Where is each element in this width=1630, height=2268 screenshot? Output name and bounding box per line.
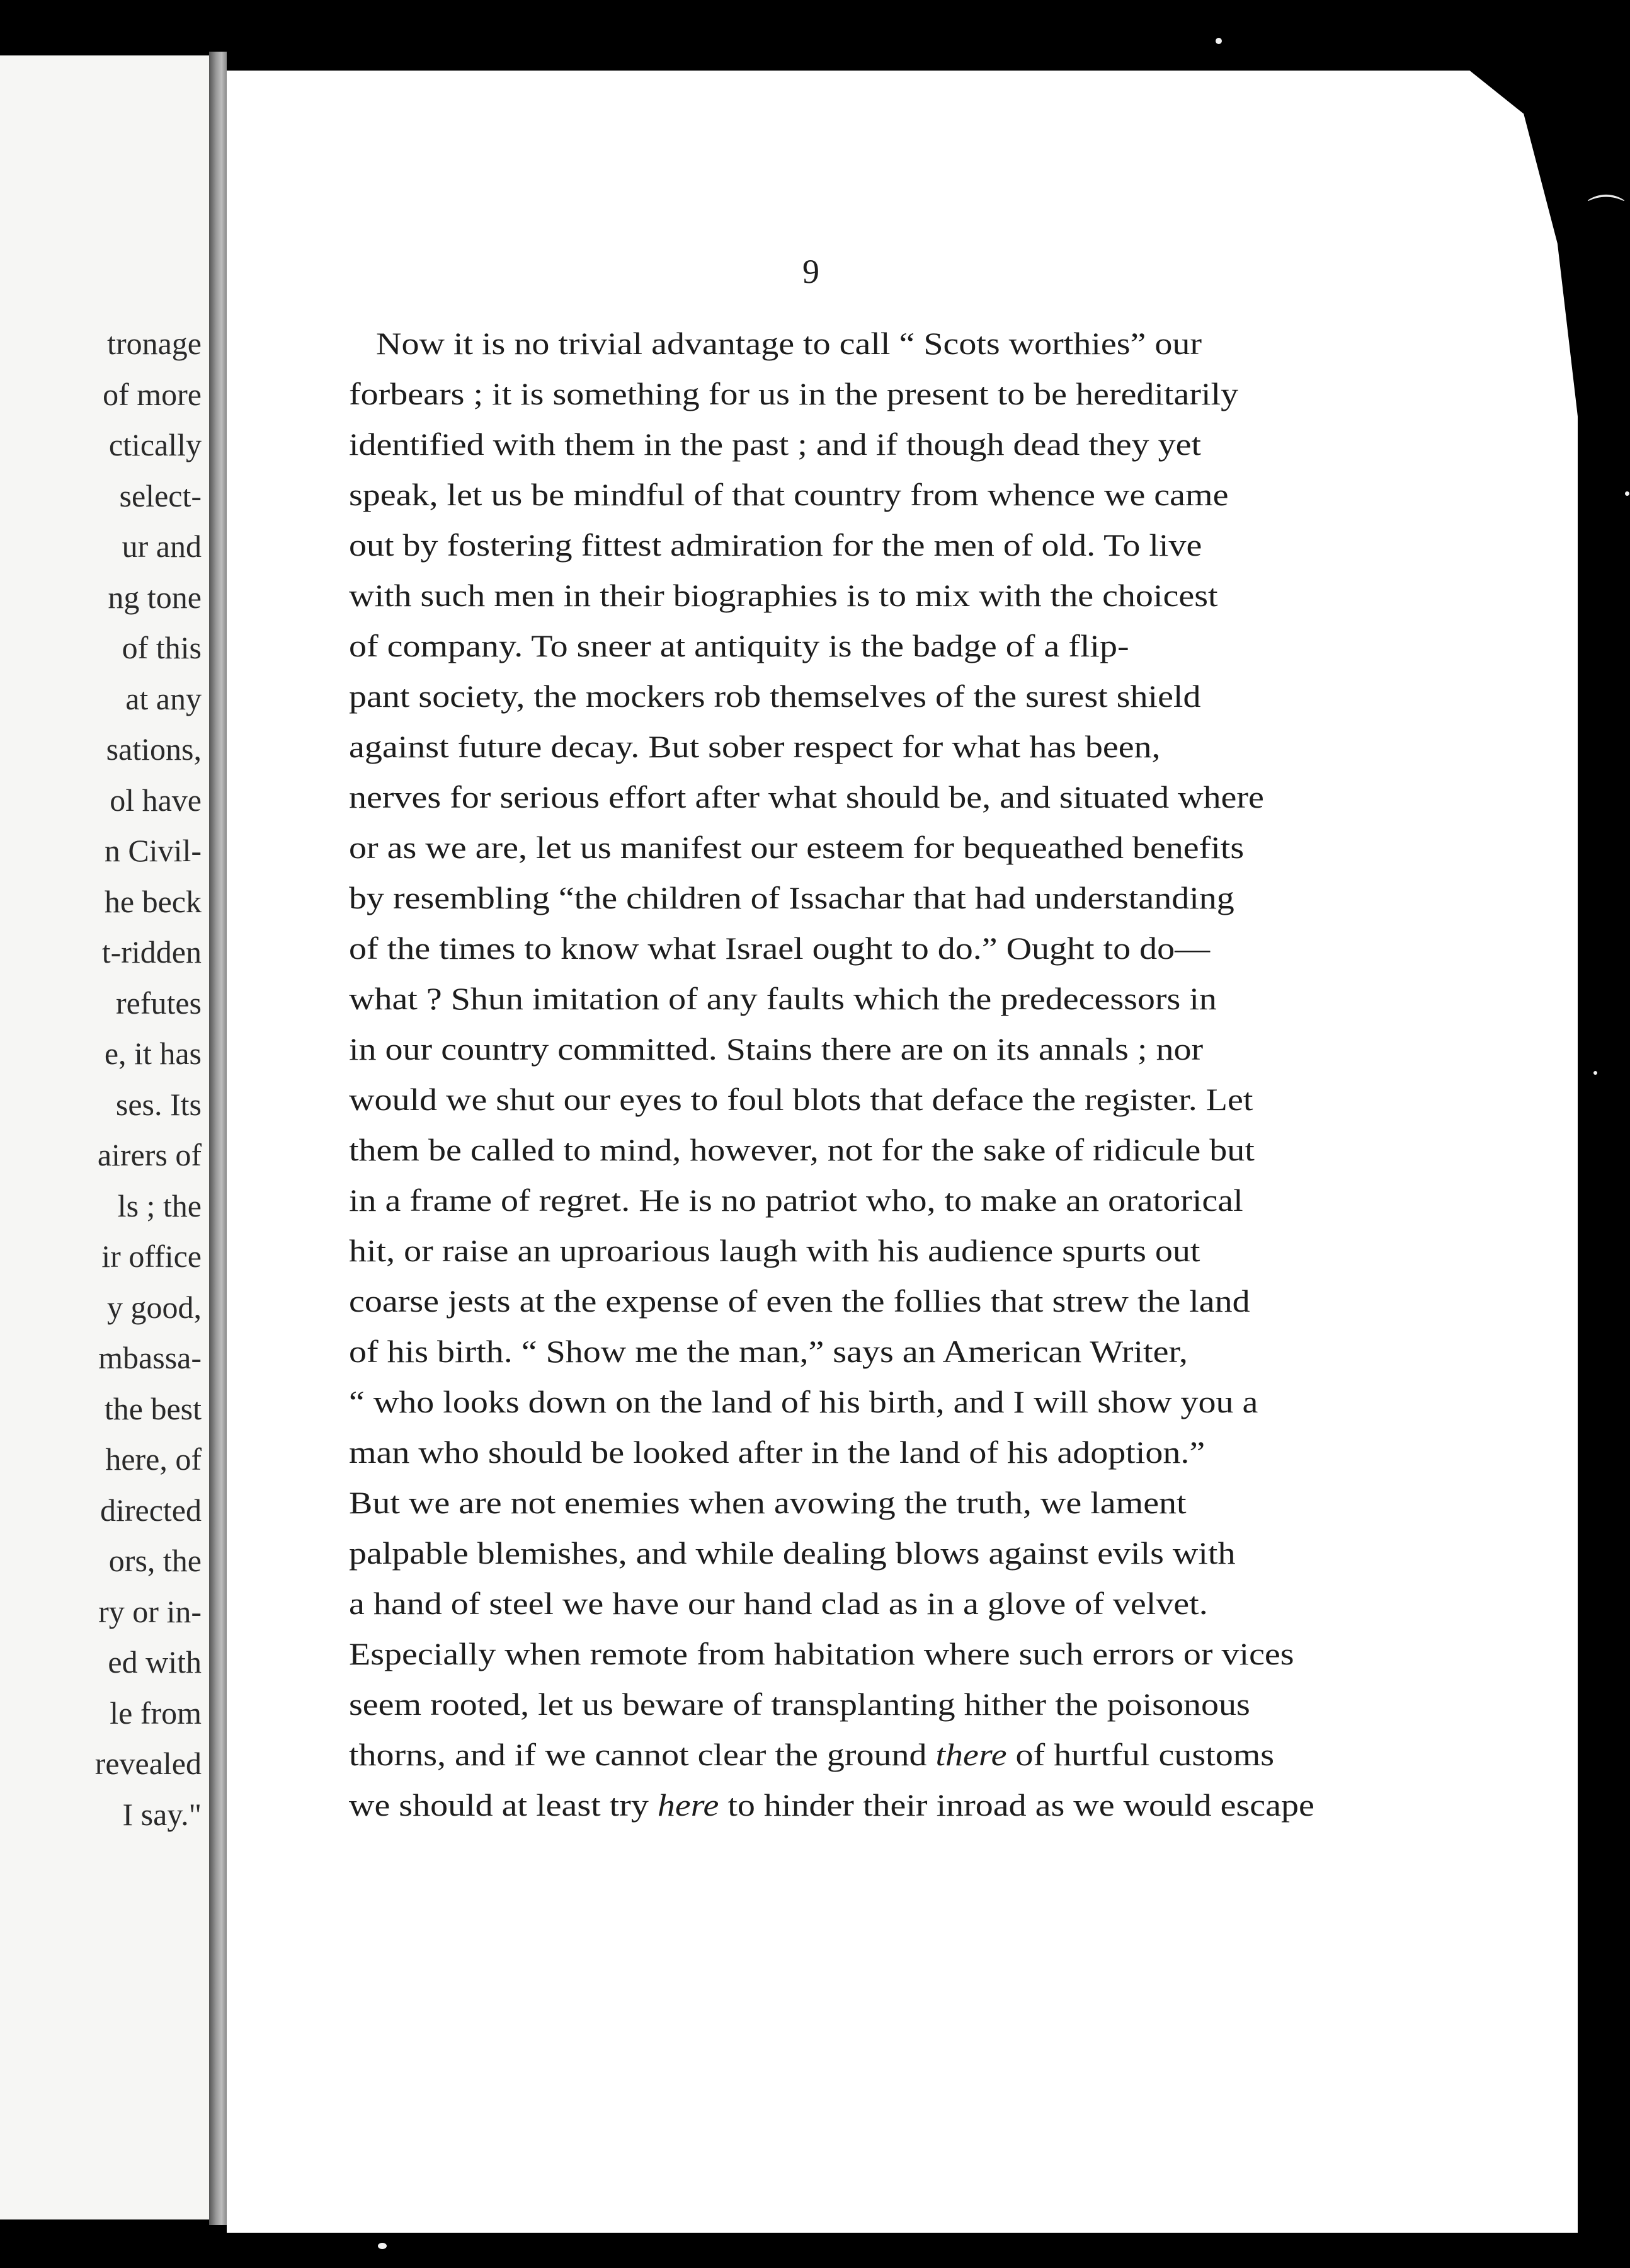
text-line-tail: of hurtful customs — [1006, 1737, 1275, 1772]
facing-page-line: ed with — [108, 1644, 202, 1680]
page-number: 9 — [802, 253, 819, 290]
facing-page-line: ir office — [101, 1239, 202, 1274]
text-line-main: a hand of steel we have our hand clad as in a glove of velvet. — [349, 1586, 1208, 1621]
facing-page-line: ur and — [122, 529, 202, 564]
text-line — [349, 1436, 1205, 1468]
text-line-main: hit, or raise an uproarious laugh with his audience spurts out — [349, 1233, 1200, 1268]
text-line-main: But we are not enemies when avowing the truth, we lament — [349, 1485, 1187, 1520]
facing-page-line: airers of — [97, 1137, 202, 1172]
text-line-tail: to hinder their inroad as we would escape — [719, 1787, 1314, 1823]
facing-page-line: mbassa- — [98, 1340, 202, 1375]
facing-page-line: ls ; the — [117, 1188, 202, 1223]
dust-speck — [1593, 1071, 1597, 1075]
facing-page-line: ol have — [110, 782, 202, 818]
text-line-main: against future decay. But sober respect for what has been, — [349, 729, 1161, 764]
text-line — [349, 1386, 1258, 1418]
facing-page-line: here, of — [105, 1441, 202, 1477]
text-line — [349, 1537, 1236, 1569]
facing-page-line: e, it has — [104, 1036, 202, 1071]
text-line — [349, 1033, 1203, 1065]
text-line — [349, 479, 1228, 510]
text-line-main: identified with them in the past ; and if though dead they yet — [349, 427, 1202, 462]
text-line-main: by resembling “the children of Issachar that had understanding — [349, 880, 1234, 915]
text-line-main: palpable blemishes, and while dealing blows against evils with — [349, 1535, 1236, 1571]
facing-page-line: y good, — [107, 1289, 202, 1325]
text-line — [349, 428, 1201, 460]
facing-page-fragment — [0, 55, 209, 2219]
facing-page-line: of this — [122, 630, 202, 665]
text-line — [349, 1184, 1243, 1216]
italic-word: here — [657, 1787, 719, 1823]
text-line-main: “ who looks down on the land of his birth, and I will show you a — [349, 1384, 1258, 1419]
text-line — [349, 1285, 1250, 1317]
facing-page-line: revealed — [94, 1746, 202, 1781]
text-line — [349, 882, 1234, 914]
dust-speck — [378, 2243, 387, 2249]
text-line-main: in a frame of regret. He is no patriot who, to make an oratorical — [349, 1183, 1243, 1218]
facing-page-line: t-ridden — [101, 934, 202, 970]
text-line-main: pant society, the mockers rob themselves of the surest shield — [349, 679, 1201, 714]
facing-page-line: n Civil- — [104, 833, 202, 868]
facing-page-line: ng tone — [108, 579, 202, 615]
text-line — [349, 832, 1244, 863]
text-line — [349, 1739, 1274, 1770]
text-line-main: would we shut our eyes to foul blots that deface the register. Let — [349, 1082, 1253, 1117]
text-line — [349, 630, 1129, 662]
text-line-main: Especially when remote from habitation where such errors or vices — [349, 1636, 1294, 1671]
facing-page-line: ctically — [108, 427, 202, 462]
text-line-main: we should at least try — [349, 1787, 649, 1823]
italic-word: there — [935, 1737, 1007, 1772]
text-line — [349, 781, 1264, 813]
scan-artifact-icon: ⌒ — [1587, 192, 1625, 236]
text-line-main: Now it is no trivial advantage to call “ Scots worthies” our — [376, 326, 1202, 361]
text-line — [349, 1588, 1208, 1619]
facing-page-line: refutes — [115, 985, 202, 1021]
text-line — [349, 1336, 1188, 1367]
text-line-main: what ? Shun imitation of any faults which the predecessors in — [349, 981, 1217, 1016]
text-line — [349, 1789, 1314, 1821]
text-line-main: thorns, and if we cannot clear the ground — [349, 1737, 927, 1772]
text-line — [349, 580, 1218, 611]
facing-page-line: ors, the — [108, 1543, 202, 1578]
text-line — [349, 529, 1202, 561]
text-line — [349, 731, 1161, 762]
text-line — [349, 1134, 1255, 1166]
book-gutter — [209, 52, 227, 2225]
facing-page-line: ry or in- — [98, 1593, 202, 1629]
text-line — [349, 1235, 1200, 1266]
text-line — [376, 328, 1202, 359]
text-line — [349, 680, 1200, 712]
text-line — [349, 932, 1210, 964]
text-line-main: in our country committed. Stains there are on its annals ; nor — [349, 1031, 1204, 1067]
facing-page-line: the best — [104, 1390, 202, 1426]
text-line-main: speak, let us be mindful of that country from whence we came — [349, 477, 1229, 512]
facing-page-line: I say." — [122, 1796, 202, 1832]
text-line — [349, 1688, 1250, 1720]
text-line-main: or as we are, let us manifest our esteem for bequeathed benefits — [349, 830, 1245, 865]
text-line-main: of company. To sneer at antiquity is the badge of a flip- — [349, 628, 1129, 663]
facing-page-line: sations, — [106, 731, 202, 767]
text-line-main: coarse jests at the expense of even the follies that strew the land — [349, 1283, 1250, 1319]
facing-page-line: tronage — [107, 326, 202, 361]
text-line-main: out by fostering fittest admiration for the men of old. To live — [349, 527, 1202, 563]
text-line-main: of the times to know what Israel ought to do.” Ought to do— — [349, 931, 1211, 966]
text-line-main: nerves for serious effort after what should be, and situated where — [349, 779, 1264, 815]
facing-page-line: ses. Its — [115, 1086, 202, 1122]
facing-page-line: select- — [119, 478, 202, 513]
dust-speck — [1216, 38, 1222, 44]
text-line-main: with such men in their biographies is to mix with the choicest — [349, 578, 1218, 613]
facing-page-line: of more — [103, 376, 202, 412]
text-line — [349, 983, 1217, 1014]
text-line-main: them be called to mind, however, not for the sake of ridicule but — [349, 1132, 1255, 1167]
text-line — [349, 378, 1238, 410]
text-line-main: of his birth. “ Show me the man,” says an American Writer, — [349, 1334, 1188, 1369]
text-line-main: seem rooted, let us beware of transplanting hither the poisonous — [349, 1687, 1250, 1722]
facing-page-line: le from — [110, 1695, 202, 1731]
facing-page-line: directed — [100, 1492, 202, 1528]
facing-page-line: at any — [125, 680, 202, 716]
text-line — [349, 1487, 1187, 1518]
text-line — [349, 1084, 1253, 1115]
dust-speck — [1625, 491, 1629, 496]
text-line — [349, 1638, 1294, 1670]
text-line-main: man who should be looked after in the land of his adoption.” — [349, 1435, 1205, 1470]
text-line-main: forbears ; it is something for us in the present to be hereditarily — [349, 376, 1239, 411]
facing-page-line: he beck — [104, 883, 202, 919]
